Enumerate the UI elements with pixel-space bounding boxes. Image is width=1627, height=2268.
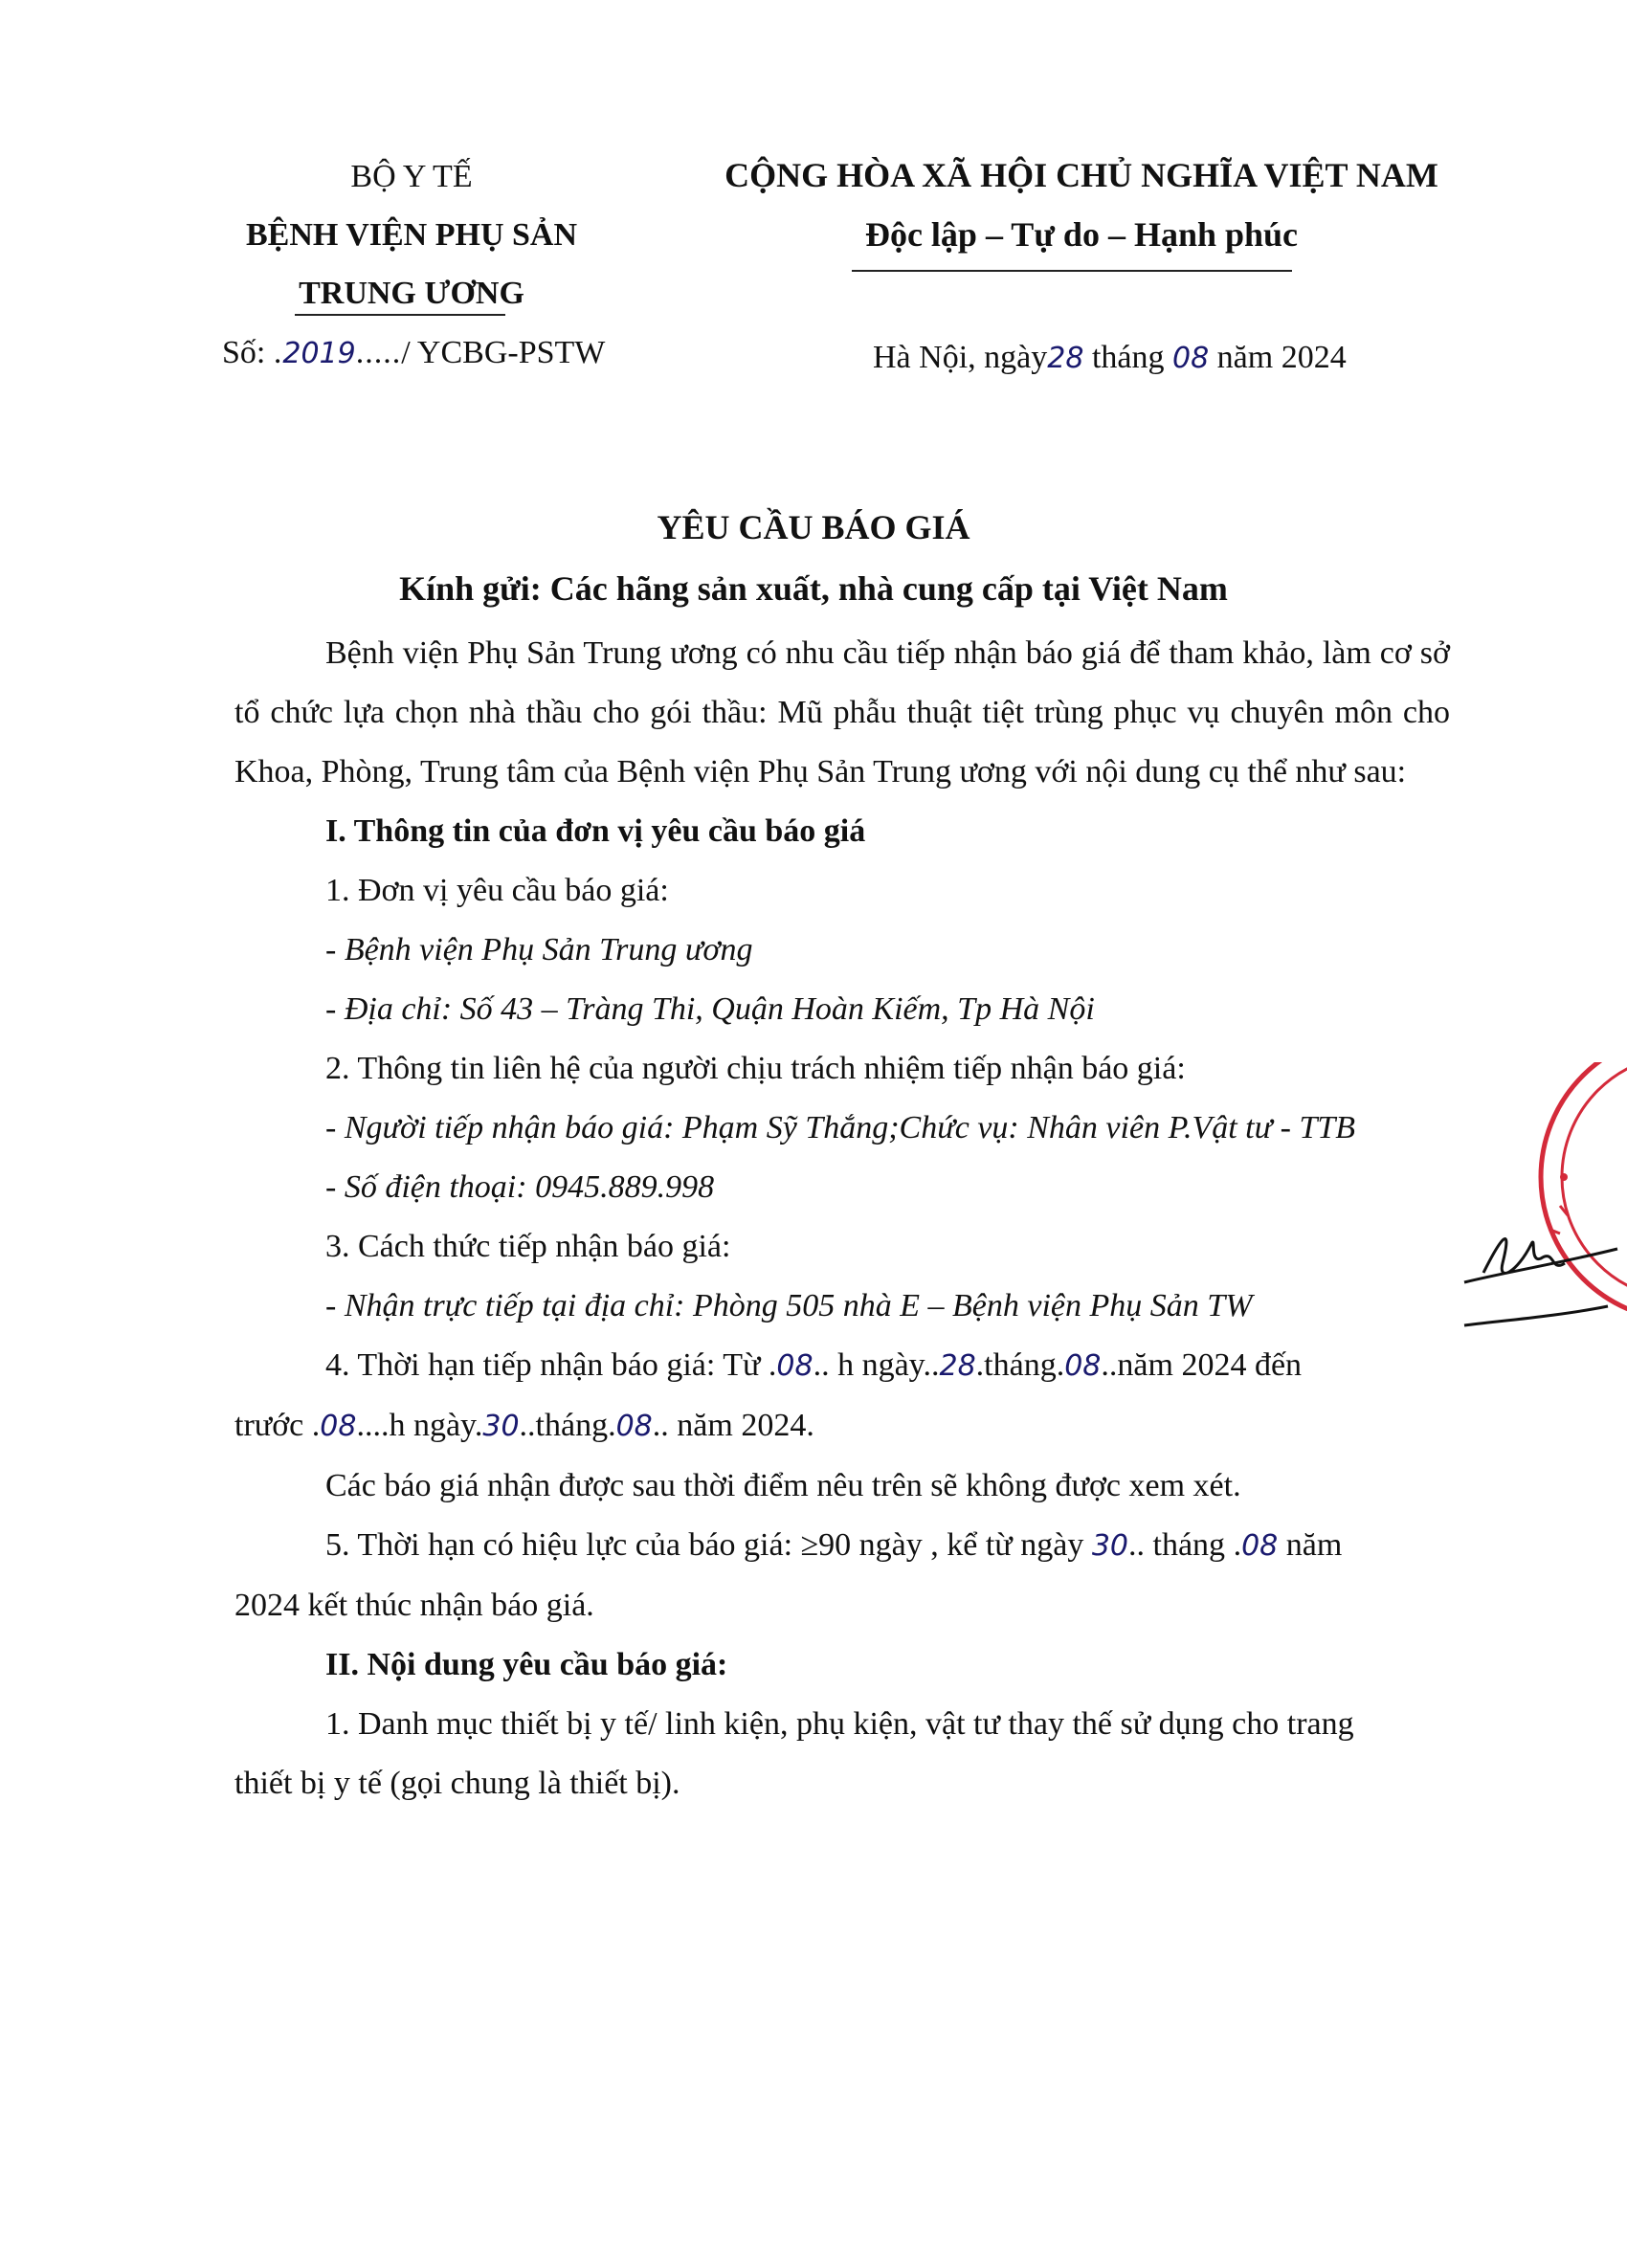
right-header-underline <box>852 270 1292 272</box>
number-handwritten: 2019 <box>282 337 356 370</box>
date-year: năm 2024 <box>1216 340 1347 375</box>
to-hour: 08 <box>320 1410 357 1443</box>
requester-name: - Bệnh viện Phụ Sản Trung ương <box>325 932 753 967</box>
document-date <box>873 340 1347 376</box>
section1-item3: 3. Cách thức tiếp nhận báo giá: <box>325 1229 731 1264</box>
receive-method: - Nhận trực tiếp tại địa chỉ: Phòng 505 nhà E – Bệnh viện Phụ Sản TW <box>325 1288 1253 1323</box>
validity-line1: 5. Thời hạn có hiệu lực của báo giá: ≥90 ngày , kể từ ngày 30.. tháng .08 năm <box>325 1527 1343 1563</box>
section1-heading: I. Thông tin của đơn vị yêu cầu báo giá <box>325 813 866 849</box>
validity-line2: 2024 kết thúc nhận báo giá. <box>234 1588 594 1623</box>
deadline-text: năm 2024. <box>677 1408 814 1443</box>
hospital-name-line2: TRUNG ƯƠNG <box>299 276 524 311</box>
from-hour: 08 <box>776 1349 814 1383</box>
left-header-underline <box>295 314 505 316</box>
from-day: 28 <box>939 1349 976 1383</box>
date-day: 28 <box>1047 342 1084 375</box>
document-title: YÊU CẦU BÁO GIÁ <box>657 508 970 546</box>
signature-mark <box>1445 1206 1627 1340</box>
deadline-text: 4. Thời hạn tiếp nhận báo giá: Từ <box>325 1347 761 1383</box>
hospital-name-line1: BỆNH VIỆN PHỤ SẢN <box>245 217 578 253</box>
section2-item1-line2: thiết bị y tế (gọi chung là thiết bị). <box>234 1766 680 1801</box>
number-suffix: / YCBG-PSTW <box>401 335 606 370</box>
national-motto: Độc lập – Tự do – Hạnh phúc <box>864 215 1299 254</box>
date-month-label: tháng <box>1091 340 1165 375</box>
document-body <box>234 624 1450 1813</box>
validity-month: 08 <box>1241 1529 1279 1563</box>
republic-name: CỘNG HÒA XÃ HỘI CHỦ NGHĨA VIỆT NAM <box>724 156 1438 194</box>
validity-text: tháng <box>1152 1527 1226 1563</box>
deadline-text: tháng <box>984 1347 1057 1383</box>
intro-paragraph: Bệnh viện Phụ Sản Trung ương có nhu cầu tiếp nhận báo giá để tham khảo, làm cơ sở tổ chức lựa chọn nhà thầu cho gói thầu: Mũ phẫu thuật tiệt trùng phục vụ chuyên môn cho Khoa, Phòng, Trung tâm của Bệnh viện Phụ Sản Trung ương với nội dung cụ thể như sau: <box>234 635 1450 789</box>
deadline-text: tháng <box>535 1408 609 1443</box>
validity-day: 30 <box>1091 1529 1129 1563</box>
date-month: 08 <box>1171 342 1210 375</box>
section2-item1-line1: 1. Danh mục thiết bị y tế/ linh kiện, phụ kiện, vật tư thay thế sử dụng cho trang <box>325 1706 1354 1742</box>
ministry-name: BỘ Y TẾ <box>350 159 473 194</box>
document-number: Số: .2019...../ YCBG-PSTW <box>222 335 606 370</box>
deadline-text: h ngày <box>389 1408 475 1443</box>
contact-person: - Người tiếp nhận báo giá: Phạm Sỹ Thắng;Chức vụ: Nhân viên P.Vật tư - TTB <box>325 1110 1356 1145</box>
contact-phone: - Số điện thoại: 0945.889.998 <box>325 1169 715 1205</box>
section2-heading: II. Nội dung yêu cầu báo giá: <box>325 1647 728 1682</box>
deadline-text: h ngày <box>837 1347 924 1383</box>
recipient-line: Kính gửi: Các hãng sản xuất, nhà cung cấp tại Việt Nam <box>399 569 1228 608</box>
validity-text: 5. Thời hạn có hiệu lực của báo giá: ≥90 ngày , kể từ ngày <box>325 1527 1084 1563</box>
to-month: 08 <box>615 1410 653 1443</box>
date-prefix: Hà Nội, ngày <box>873 340 1048 375</box>
section1-item2: 2. Thông tin liên hệ của người chịu trách nhiệm tiếp nhận báo giá: <box>325 1051 1186 1086</box>
receive-deadline-line2: trước .08....h ngày.30..tháng.08.. năm 2024. <box>234 1408 814 1443</box>
late-quote-note: Các báo giá nhận được sau thời điểm nêu trên sẽ không được xem xét. <box>325 1468 1241 1503</box>
section1-item1: 1. Đơn vị yêu cầu báo giá: <box>325 873 669 908</box>
validity-text: năm <box>1285 1527 1343 1563</box>
deadline-text: năm 2024 đến <box>1117 1347 1303 1383</box>
from-month: 08 <box>1064 1349 1102 1383</box>
deadline-text: trước <box>234 1408 304 1443</box>
receive-deadline-line1: 4. Thời hạn tiếp nhận báo giá: Từ .08.. h ngày..28.tháng.08..năm 2024 đến <box>325 1347 1303 1383</box>
to-day: 30 <box>482 1410 520 1443</box>
requester-address: - Địa chỉ: Số 43 – Tràng Thi, Quận Hoàn Kiếm, Tp Hà Nội <box>325 991 1095 1027</box>
number-prefix: Số: <box>222 335 266 370</box>
